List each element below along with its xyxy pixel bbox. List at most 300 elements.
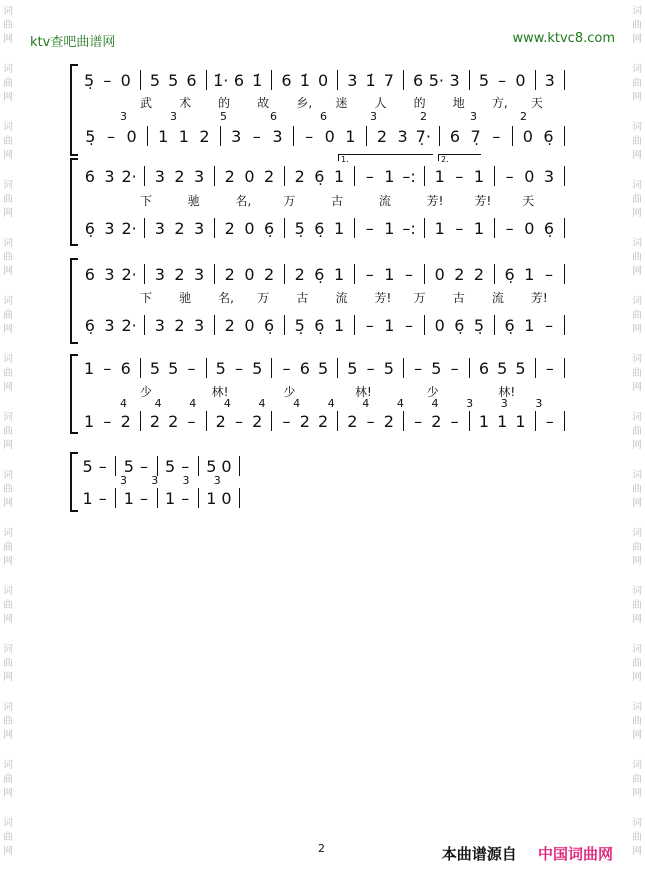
note: – [187, 358, 196, 378]
bottom-voice-line [80, 124, 575, 148]
bar-line [140, 70, 141, 90]
lyric-char: 林! [211, 385, 229, 399]
note: 6̣ [543, 218, 555, 238]
lyric-char: 古 [452, 291, 465, 305]
note: 6 [281, 70, 292, 90]
watermark-char: 词 [632, 702, 642, 713]
bar-line [424, 264, 425, 284]
note: 1 [515, 411, 526, 431]
lyric-char: 武 [140, 96, 153, 110]
note: 0 [515, 70, 526, 90]
note: 5 [168, 70, 179, 90]
note: 2 [174, 218, 185, 238]
note: 2 [174, 264, 185, 284]
note: 1 [473, 218, 485, 238]
note: 1 [384, 315, 395, 335]
lyrics-line [80, 192, 575, 208]
watermark-char: 曲 [632, 600, 642, 611]
note: – [234, 358, 243, 378]
note: – [98, 488, 107, 508]
note: 3 [194, 166, 205, 186]
note: 2 [376, 126, 388, 146]
system-brace [70, 452, 78, 512]
watermark-char: 词 [632, 644, 642, 655]
bar-line [564, 126, 565, 146]
note: 2 [224, 166, 235, 186]
note: 2 [224, 218, 235, 238]
watermark-char: 网 [632, 208, 642, 219]
lyric-char: 少 [140, 385, 153, 399]
watermark-char: 网 [3, 34, 13, 45]
note: 1 [333, 315, 345, 335]
note: 3 [154, 166, 165, 186]
bar-line [564, 264, 565, 284]
top-voice-line [80, 164, 575, 188]
note: 2 [174, 166, 185, 186]
note: 6̣ [314, 166, 325, 186]
bar-line [564, 166, 565, 186]
bar-line [214, 166, 215, 186]
watermark-char: 词 [3, 6, 13, 17]
bar-line [354, 166, 355, 186]
note: 3 [449, 70, 460, 90]
note: 5 [82, 456, 93, 476]
watermark-char: 网 [3, 498, 13, 509]
watermark-char: 网 [632, 730, 642, 741]
watermark-char: 词 [632, 238, 642, 249]
watermark-char: 曲 [3, 368, 13, 379]
lyric-char: 流 [378, 194, 391, 208]
lyric-char: 万 [257, 291, 270, 305]
lyric-char: 3 [151, 474, 159, 487]
watermark-char: 曲 [632, 542, 642, 553]
note: – [305, 126, 314, 146]
score-system-1 [70, 64, 575, 156]
lyric-char: 地 [452, 96, 465, 110]
watermark-char: 词 [3, 528, 13, 539]
note: 5̣ [294, 218, 305, 238]
note: 3 [543, 166, 555, 186]
bar-line [293, 126, 294, 146]
bar-line [198, 488, 199, 508]
source-label: 本曲谱源自 [441, 845, 517, 863]
watermark-char: 曲 [632, 78, 642, 89]
watermark-char: 网 [3, 846, 13, 857]
note: 6̣ [314, 315, 325, 335]
watermark-char: 网 [3, 382, 13, 393]
note: 6 [233, 70, 245, 90]
watermark-char: 网 [3, 440, 13, 451]
lyric-char: 名, [235, 194, 252, 208]
note: 5 [168, 358, 179, 378]
note: 2 [383, 411, 394, 431]
note: 1 [497, 411, 508, 431]
watermark-char: 曲 [632, 484, 642, 495]
lyric-char: 故 [257, 96, 270, 110]
note: 1 [123, 488, 134, 508]
note: 2 [299, 411, 310, 431]
lyric-char: 3 [120, 474, 127, 487]
bar-line [439, 126, 440, 146]
lyric-char: 天 [530, 96, 543, 110]
lyric-char: 万 [413, 291, 426, 305]
lyric-char: 迷 [335, 96, 348, 110]
bar-line [494, 264, 495, 284]
bar-line [535, 411, 536, 431]
top-voice-line [80, 356, 575, 380]
note: 2 [199, 126, 210, 146]
note: 1 [333, 264, 345, 284]
note: 6̣ [543, 126, 554, 146]
bar-line [494, 218, 495, 238]
lyric-char: 乡, [296, 96, 313, 110]
lyrics-line [80, 94, 575, 110]
note: 6̣ [504, 315, 515, 335]
note: 1 [384, 218, 395, 238]
note: – [366, 411, 375, 431]
watermark-char: 曲 [3, 832, 13, 843]
watermark-char: 网 [632, 324, 642, 335]
lyric-char: 天 [522, 194, 535, 208]
bottom-voice-line [80, 313, 575, 337]
header-site-url[interactable]: www.ktvc8.com [512, 31, 615, 46]
note: 5 [215, 358, 226, 378]
lyric-char: 3 [370, 110, 377, 123]
bar-line [535, 358, 536, 378]
note: – [366, 358, 375, 378]
header-site-name: ktv查吧曲谱网 [30, 35, 116, 50]
bar-line [214, 264, 215, 284]
watermark-char: 曲 [632, 310, 642, 321]
note: – [505, 166, 514, 186]
note: – [450, 358, 459, 378]
note: – [365, 315, 374, 335]
watermark-char: 曲 [632, 20, 642, 31]
note: 0 [434, 315, 445, 335]
note: – [455, 166, 464, 186]
note: 6̣ [314, 264, 325, 284]
note: 5 [431, 358, 442, 378]
note: – [234, 411, 243, 431]
note: – [450, 411, 459, 431]
note: 1 [434, 218, 445, 238]
note: 3 [194, 315, 205, 335]
note: 6̣ [454, 315, 465, 335]
watermark-char: 曲 [632, 136, 642, 147]
watermark-char: 词 [3, 760, 13, 771]
watermark-char: 曲 [3, 194, 13, 205]
note: 6̣ [504, 264, 515, 284]
footer-source [442, 843, 613, 864]
note: 2 [454, 264, 465, 284]
note: 6 [413, 70, 424, 90]
note: 1 [473, 166, 485, 186]
watermark-char: 词 [632, 354, 642, 365]
note: 0 [244, 315, 255, 335]
source-site-link[interactable]: 中国词曲网 [537, 845, 613, 863]
note: – [405, 264, 414, 284]
bar-line [424, 315, 425, 335]
note: 0 [434, 264, 445, 284]
watermark-char: 曲 [3, 774, 13, 785]
note: 2 [347, 411, 358, 431]
note: 1 [384, 166, 395, 186]
lyric-char: 3 [213, 474, 221, 487]
bar-line [403, 411, 404, 431]
note: 5̣ [473, 315, 485, 335]
watermark-char: 曲 [3, 20, 13, 31]
watermark-char: 网 [3, 614, 13, 625]
note: 0 [244, 218, 255, 238]
system-brace [70, 354, 78, 434]
note: – [365, 264, 374, 284]
bar-line [198, 456, 199, 476]
bar-line [424, 166, 425, 186]
page-number: 2 [318, 842, 325, 855]
lyric-char: 4 [154, 397, 162, 410]
watermark-char: 曲 [3, 252, 13, 263]
note: 7̣ [470, 126, 481, 146]
watermark-char: 词 [3, 238, 13, 249]
watermark-char: 词 [3, 354, 13, 365]
note: – [139, 456, 148, 476]
lyric-char: 4 [396, 397, 404, 410]
note: – [106, 126, 115, 146]
watermark-char: 网 [632, 846, 642, 857]
bar-line [337, 411, 338, 431]
note: 6 [84, 264, 95, 284]
bar-line [157, 456, 158, 476]
watermark-char: 词 [632, 296, 642, 307]
note: 6̣ [263, 315, 275, 335]
lyric-char: 6 [270, 110, 277, 123]
bar-line [284, 315, 285, 335]
note: 6̣ [84, 315, 95, 335]
note: – [544, 264, 553, 284]
watermark-char: 曲 [3, 136, 13, 147]
lyric-char: 4 [362, 397, 370, 410]
watermark-char: 网 [3, 324, 13, 335]
note: 5 [317, 358, 329, 378]
score-system-3 [70, 258, 575, 344]
note: 0 [524, 166, 535, 186]
watermark-char: 词 [632, 528, 642, 539]
lyric-char: 万 [283, 194, 296, 208]
lyric-char: 3 [535, 397, 543, 410]
note: 1 [84, 411, 95, 431]
note: 2 [263, 264, 275, 284]
note: 6̣ [84, 218, 95, 238]
lyric-char: 的 [218, 96, 231, 110]
note: 1 [178, 126, 189, 146]
lyrics-line [80, 289, 575, 305]
lyric-char: 3 [170, 110, 177, 123]
lyric-char: 芳! [474, 194, 492, 208]
lyric-char: 芳! [426, 194, 444, 208]
lyric-char: 下 [140, 194, 153, 208]
note: 5 [383, 358, 394, 378]
note: 0 [317, 70, 329, 90]
watermark-char: 词 [3, 296, 13, 307]
bar-line [144, 166, 145, 186]
note: – [181, 488, 190, 508]
bar-line [494, 315, 495, 335]
lyric-char: 流 [491, 291, 504, 305]
watermark-char: 词 [3, 644, 13, 655]
note: 1 [158, 126, 169, 146]
lyric-char: 3 [500, 397, 508, 410]
note: –: [402, 218, 416, 238]
note: 6 [120, 358, 131, 378]
note: – [139, 488, 148, 508]
bar-line [271, 358, 272, 378]
watermark-char: 曲 [632, 832, 642, 843]
note: 5 [252, 358, 263, 378]
harmony-line [80, 110, 575, 124]
note: 5̣ [294, 315, 305, 335]
note: 0 [126, 126, 137, 146]
watermark-char: 曲 [632, 426, 642, 437]
lyric-char: 驰 [179, 291, 192, 305]
note: 2· [121, 315, 137, 335]
watermark-char: 网 [3, 556, 13, 567]
bar-line [403, 70, 404, 90]
bar-line [144, 264, 145, 284]
score-system-2 [70, 155, 575, 246]
note: 6 [84, 166, 95, 186]
note: 3 [104, 264, 115, 284]
note: – [414, 358, 423, 378]
watermark-char: 词 [632, 180, 642, 191]
bar-line [284, 264, 285, 284]
system-brace [70, 64, 78, 156]
lyric-char: 2 [420, 110, 427, 123]
lyric-char: 5 [220, 110, 227, 123]
note: 6 [186, 70, 197, 90]
watermark-char: 词 [632, 122, 642, 133]
note: 1 [206, 488, 217, 508]
bar-line [144, 315, 145, 335]
note: – [492, 126, 501, 146]
lyric-char: 芳! [530, 291, 548, 305]
right-watermark [631, 0, 643, 891]
lyric-char: 3 [120, 110, 127, 123]
note: 1 [84, 358, 95, 378]
note: 2 [294, 166, 305, 186]
watermark-char: 网 [632, 440, 642, 451]
bar-line [564, 218, 565, 238]
watermark-char: 曲 [3, 600, 13, 611]
note: 1 [524, 264, 535, 284]
bar-line [140, 411, 141, 431]
note: 6 [299, 358, 310, 378]
bar-line [424, 218, 425, 238]
note: 5 [515, 358, 526, 378]
bar-line [239, 488, 240, 508]
note: – [282, 358, 291, 378]
bar-line [469, 70, 470, 90]
note: 3 [154, 264, 165, 284]
lyric-char: 下 [140, 291, 153, 305]
lyric-char: 林! [355, 385, 372, 399]
note: – [498, 70, 507, 90]
watermark-char: 曲 [632, 716, 642, 727]
bar-line [512, 126, 513, 146]
lyric-char: 4 [327, 397, 335, 410]
note: 2 [294, 264, 305, 284]
note: 3 [104, 218, 115, 238]
note: 3 [154, 218, 165, 238]
note: 1 [82, 488, 93, 508]
lyric-char: 3 [466, 397, 474, 410]
bar-line [403, 358, 404, 378]
note: 5 [478, 70, 489, 90]
lyric-char: 古 [331, 194, 344, 208]
note: 1 [384, 264, 395, 284]
bar-line [271, 70, 272, 90]
watermark-char: 网 [632, 150, 642, 161]
lyric-char: 4 [120, 397, 127, 410]
note: 5 [123, 456, 134, 476]
bar-line [354, 315, 355, 335]
note: 6 [449, 126, 461, 146]
note: – [103, 358, 112, 378]
bar-line [206, 411, 207, 431]
left-watermark [2, 0, 14, 891]
bar-line [157, 488, 158, 508]
note: 1̇ [365, 70, 376, 90]
bar-line [354, 264, 355, 284]
note: – [405, 315, 414, 335]
watermark-char: 曲 [3, 78, 13, 89]
lyric-char: 林! [498, 385, 516, 399]
volta-2: 2. [438, 154, 481, 161]
watermark-char: 词 [3, 412, 13, 423]
bottom-voice-line [80, 486, 250, 510]
note: 5 [164, 456, 176, 476]
note: 5 [149, 358, 161, 378]
bar-line [564, 358, 565, 378]
note: – [544, 315, 553, 335]
note: 2 [473, 264, 485, 284]
note: 7 [383, 70, 394, 90]
note: –: [402, 166, 416, 186]
watermark-char: 曲 [632, 774, 642, 785]
bar-line [214, 315, 215, 335]
lyric-char: 4 [431, 397, 439, 410]
bar-line [214, 218, 215, 238]
lyric-char: 3 [470, 110, 477, 123]
watermark-char: 曲 [632, 252, 642, 263]
note: – [365, 218, 374, 238]
note: 0 [522, 126, 533, 146]
note: – [252, 126, 261, 146]
watermark-char: 网 [3, 788, 13, 799]
note: 2 [120, 411, 131, 431]
note: 3 [544, 70, 555, 90]
note: – [103, 411, 112, 431]
bar-line [144, 218, 145, 238]
watermark-char: 词 [632, 586, 642, 597]
bar-line [284, 166, 285, 186]
note: – [455, 218, 464, 238]
note: 1 [524, 315, 535, 335]
note: 2 [263, 166, 275, 186]
watermark-char: 曲 [3, 310, 13, 321]
watermark-char: 网 [3, 266, 13, 277]
lyric-char: 的 [413, 96, 426, 110]
lyric-char: 流 [335, 291, 348, 305]
